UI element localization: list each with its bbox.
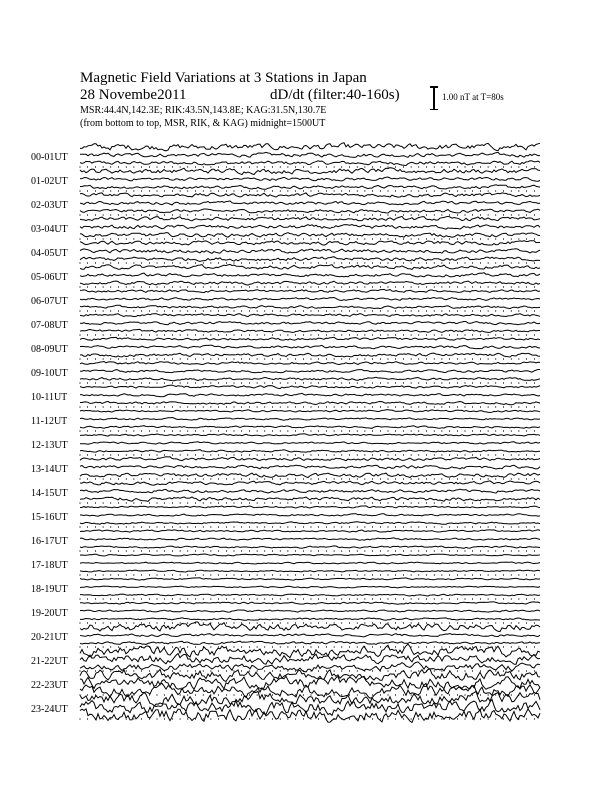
trace-09-10UT-MSR [80, 377, 540, 380]
minute-ticks-13-14UT [80, 478, 534, 480]
mode-label: dD/dt (filter:40-160s) [270, 87, 400, 103]
trace-10-11UT-KAG [80, 385, 540, 389]
hour-label-19-20UT: 19-20UT [31, 608, 68, 619]
minute-ticks-03-04UT [80, 238, 534, 240]
trace-05-06UT-RIK [80, 273, 540, 277]
trace-14-15UT-RIK [80, 489, 540, 493]
trace-17-18UT-RIK [80, 562, 540, 564]
minute-ticks-05-06UT [80, 286, 534, 288]
trace-18-19UT-MSR [80, 594, 540, 596]
hour-label-14-15UT: 14-15UT [31, 488, 68, 499]
hour-label-08-09UT: 08-09UT [31, 344, 68, 355]
trace-05-06UT-MSR [80, 281, 540, 285]
trace-15-16UT-KAG [80, 506, 540, 508]
trace-04-05UT-RIK [80, 249, 540, 254]
trace-21-22UT-KAG [80, 644, 540, 658]
trace-18-19UT-KAG [80, 578, 540, 580]
hour-label-06-07UT: 06-07UT [31, 296, 68, 307]
scale-label: 1.00 nT at T=80s [442, 92, 504, 102]
trace-12-13UT-RIK [80, 442, 540, 444]
order-note: (from bottom to top, MSR, RIK, & KAG) midnight=1500UT [80, 118, 326, 129]
trace-02-03UT-MSR [80, 209, 540, 213]
hour-label-11-12UT: 11-12UT [31, 416, 68, 427]
hour-label-05-06UT: 05-06UT [31, 272, 68, 283]
minute-ticks-06-07UT [80, 310, 534, 312]
trace-02-03UT-RIK [80, 201, 540, 205]
minute-ticks-17-18UT [80, 574, 534, 576]
trace-00-01UT-MSR [80, 161, 540, 166]
trace-21-22UT-RIK [80, 654, 540, 665]
minute-ticks-16-17UT [80, 550, 534, 552]
minute-ticks-18-19UT [80, 598, 534, 600]
hour-label-01-02UT: 01-02UT [31, 176, 68, 187]
trace-10-11UT-RIK [80, 393, 540, 397]
trace-19-20UT-RIK [80, 610, 540, 612]
trace-12-13UT-KAG [80, 434, 540, 436]
trace-09-10UT-KAG [80, 362, 540, 365]
minute-ticks-02-03UT [80, 214, 534, 216]
trace-13-14UT-MSR [80, 473, 540, 477]
hour-label-18-19UT: 18-19UT [31, 584, 68, 595]
hour-label-02-03UT: 02-03UT [31, 200, 68, 211]
minute-ticks-07-08UT [80, 334, 534, 336]
hour-label-00-01UT: 00-01UT [31, 152, 68, 163]
trace-00-01UT-KAG [80, 143, 540, 151]
trace-09-10UT-RIK [80, 370, 540, 373]
trace-06-07UT-MSR [80, 305, 540, 308]
hour-label-23-24UT: 23-24UT [31, 704, 68, 715]
trace-02-03UT-KAG [80, 193, 540, 197]
trace-04-05UT-MSR [80, 257, 540, 262]
trace-10-11UT-MSR [80, 401, 540, 404]
trace-14-15UT-KAG [80, 481, 540, 485]
hour-label-09-10UT: 09-10UT [31, 368, 68, 379]
hour-label-22-23UT: 22-23UT [31, 680, 68, 691]
trace-03-04UT-RIK [80, 225, 540, 230]
trace-07-08UT-MSR [80, 329, 540, 332]
trace-15-16UT-RIK [80, 514, 540, 517]
trace-13-14UT-KAG [80, 457, 540, 461]
trace-19-20UT-MSR [80, 618, 540, 621]
trace-03-04UT-KAG [80, 216, 540, 220]
trace-20-21UT-RIK [80, 634, 540, 637]
minute-ticks-22-23UT [80, 694, 534, 696]
trace-17-18UT-MSR [80, 570, 540, 572]
minute-ticks-11-12UT [80, 430, 534, 432]
hour-label-17-18UT: 17-18UT [31, 560, 68, 571]
minute-ticks-10-11UT [80, 406, 534, 408]
hour-label-07-08UT: 07-08UT [31, 320, 68, 331]
minute-ticks-04-05UT [80, 262, 534, 264]
trace-01-02UT-KAG [80, 168, 540, 175]
trace-08-09UT-KAG [80, 337, 540, 340]
trace-17-18UT-KAG [80, 554, 540, 556]
hour-label-16-17UT: 16-17UT [31, 536, 68, 547]
hour-label-12-13UT: 12-13UT [31, 440, 68, 451]
trace-12-13UT-MSR [80, 450, 540, 452]
trace-06-07UT-RIK [80, 298, 540, 301]
hour-label-21-22UT: 21-22UT [31, 656, 68, 667]
trace-16-17UT-RIK [80, 538, 540, 540]
minute-ticks-14-15UT [80, 502, 534, 504]
trace-11-12UT-MSR [80, 426, 540, 429]
trace-06-07UT-KAG [80, 289, 540, 292]
trace-07-08UT-KAG [80, 314, 540, 317]
minute-ticks-00-01UT [80, 166, 534, 168]
chart-title: Magnetic Field Variations at 3 Stations in Japan [80, 70, 367, 86]
stations-info: MSR:44.4N,142.3E; RIK:43.5N,143.8E; KAG:31.5N,130.7E [80, 105, 327, 116]
trace-16-17UT-KAG [80, 530, 540, 532]
date-label: 28 Novembe2011 [80, 87, 187, 103]
minute-ticks-23-24UT [80, 718, 534, 720]
trace-11-12UT-KAG [80, 410, 540, 413]
trace-08-09UT-MSR [80, 353, 540, 357]
trace-18-19UT-RIK [80, 586, 540, 588]
trace-00-01UT-RIK [80, 152, 540, 157]
trace-15-16UT-MSR [80, 522, 540, 525]
minute-ticks-09-10UT [80, 382, 534, 384]
hour-label-20-21UT: 20-21UT [31, 632, 68, 643]
minute-ticks-01-02UT [80, 190, 534, 192]
hour-label-04-05UT: 04-05UT [31, 248, 68, 259]
trace-03-04UT-MSR [80, 233, 540, 238]
hour-label-10-11UT: 10-11UT [31, 392, 68, 403]
minute-ticks-19-20UT [80, 622, 534, 624]
trace-07-08UT-RIK [80, 322, 540, 325]
trace-04-05UT-KAG [80, 241, 540, 246]
trace-13-14UT-RIK [80, 465, 540, 469]
minute-ticks-15-16UT [80, 526, 534, 528]
minute-ticks-12-13UT [80, 454, 534, 456]
minute-ticks-08-09UT [80, 358, 534, 360]
trace-22-23UT-RIK [80, 676, 540, 691]
trace-19-20UT-KAG [80, 602, 540, 604]
trace-05-06UT-KAG [80, 264, 540, 269]
hour-label-03-04UT: 03-04UT [31, 224, 68, 235]
trace-01-02UT-RIK [80, 177, 540, 181]
trace-14-15UT-MSR [80, 497, 540, 502]
trace-11-12UT-RIK [80, 418, 540, 421]
trace-20-21UT-MSR [80, 641, 540, 644]
hour-label-15-16UT: 15-16UT [31, 512, 68, 523]
trace-16-17UT-MSR [80, 546, 540, 548]
trace-01-02UT-MSR [80, 185, 540, 190]
hour-label-13-14UT: 13-14UT [31, 464, 68, 475]
trace-08-09UT-RIK [80, 345, 540, 349]
